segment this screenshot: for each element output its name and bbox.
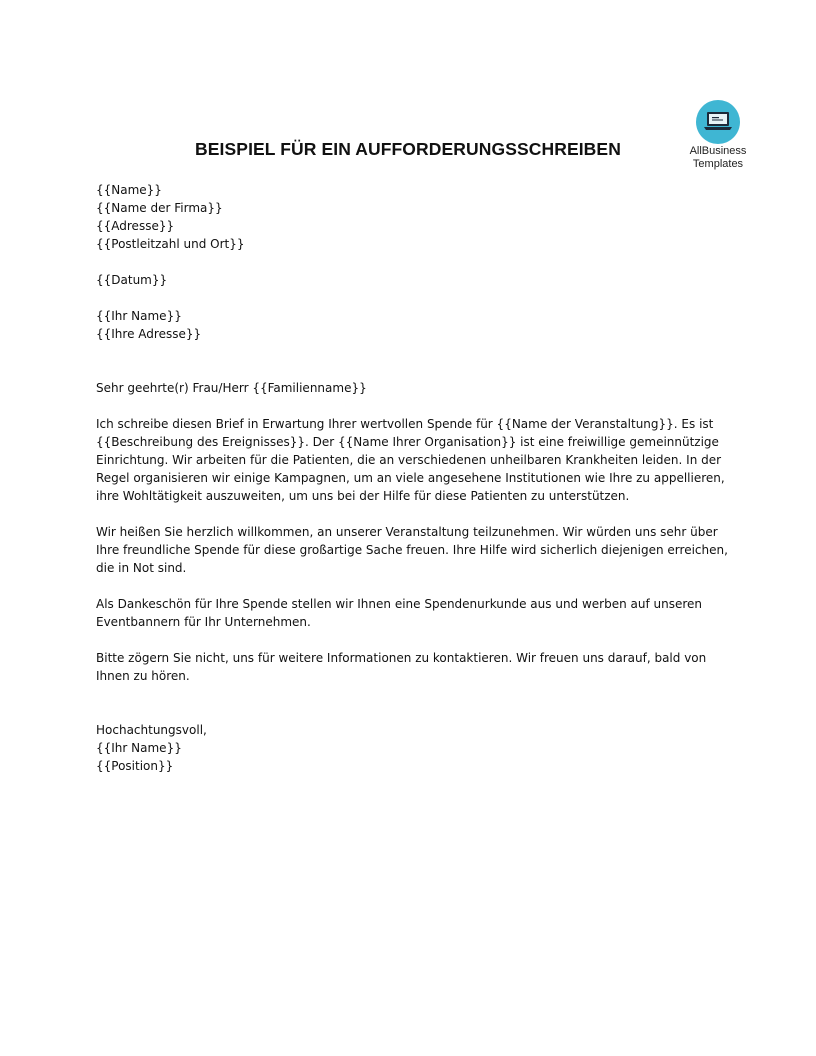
paragraph-line: Ihre freundliche Spende für diese großartige Sache freuen. Ihre Hilfe wird sicherlich diejenigen erreichen, (96, 543, 728, 557)
recipient-address: {{Adresse}} (96, 219, 175, 233)
sender-name: {{Ihr Name}} (96, 309, 182, 323)
letter-body (96, 181, 728, 775)
paragraph-line: Bitte zögern Sie nicht, uns für weitere Informationen zu kontaktieren. Wir freuen uns darauf, bald von (96, 651, 707, 665)
paragraph-line: Eventbannern für Ihr Unternehmen. (96, 615, 311, 629)
closing-name: {{Ihr Name}} (96, 741, 182, 755)
paragraph-line: ihre Wohltätigkeit auszuweiten, um uns bei der Hilfe für diese Patienten zu unterstützen. (96, 489, 630, 503)
paragraph-line: {{Beschreibung des Ereignisses}}. Der {{Name Ihrer Organisation}} ist eine freiwillige gemeinnützige (96, 435, 719, 449)
paragraph-3 (96, 595, 724, 631)
document-title: BEISPIEL FÜR EIN AUFFORDERUNGSSCHREIBEN (195, 139, 621, 159)
closing-greeting: Hochachtungsvoll, (96, 723, 207, 737)
paragraph-line: die in Not sind. (96, 561, 187, 575)
paragraph-line: Ihnen zu hören. (96, 669, 190, 683)
paragraph-line: Einrichtung. Wir arbeiten für die Patienten, die an verschiedenen unheilbaren Krankheiten leiden. In der (96, 453, 722, 467)
paragraph-line: Regel organisieren wir einige Kampagnen, um an viele angesehene Institutionen wie Ihre zu appellieren, (96, 471, 725, 485)
paragraph-line: Als Dankeschön für Ihre Spende stellen wir Ihnen eine Spendenurkunde aus und werben auf unseren (96, 597, 703, 611)
paragraph-2 (96, 523, 728, 577)
salutation: Sehr geehrte(r) Frau/Herr {{Familienname}} (96, 381, 367, 395)
closing-position: {{Position}} (96, 759, 174, 773)
paragraph-line: Ich schreibe diesen Brief in Erwartung Ihrer wertvollen Spende für {{Name der Veranstaltung}}. Es ist (96, 417, 714, 431)
brand-logo-line2: Templates (692, 158, 744, 170)
paragraph-1 (96, 415, 724, 505)
recipient-city: {{Postleitzahl und Ort}} (96, 237, 245, 251)
paragraph-4 (96, 649, 724, 685)
paragraph-line: Wir heißen Sie herzlich willkommen, an unserer Veranstaltung teilzunehmen. Wir würden uns sehr über (96, 525, 718, 539)
recipient-name: {{Name}} (96, 183, 162, 197)
sender-address: {{Ihre Adresse}} (96, 327, 202, 341)
brand-logo-line1: AllBusiness (689, 145, 747, 157)
laptop-icon (696, 100, 740, 144)
recipient-company: {{Name der Firma}} (96, 201, 223, 215)
letter-date: {{Datum}} (96, 273, 168, 287)
